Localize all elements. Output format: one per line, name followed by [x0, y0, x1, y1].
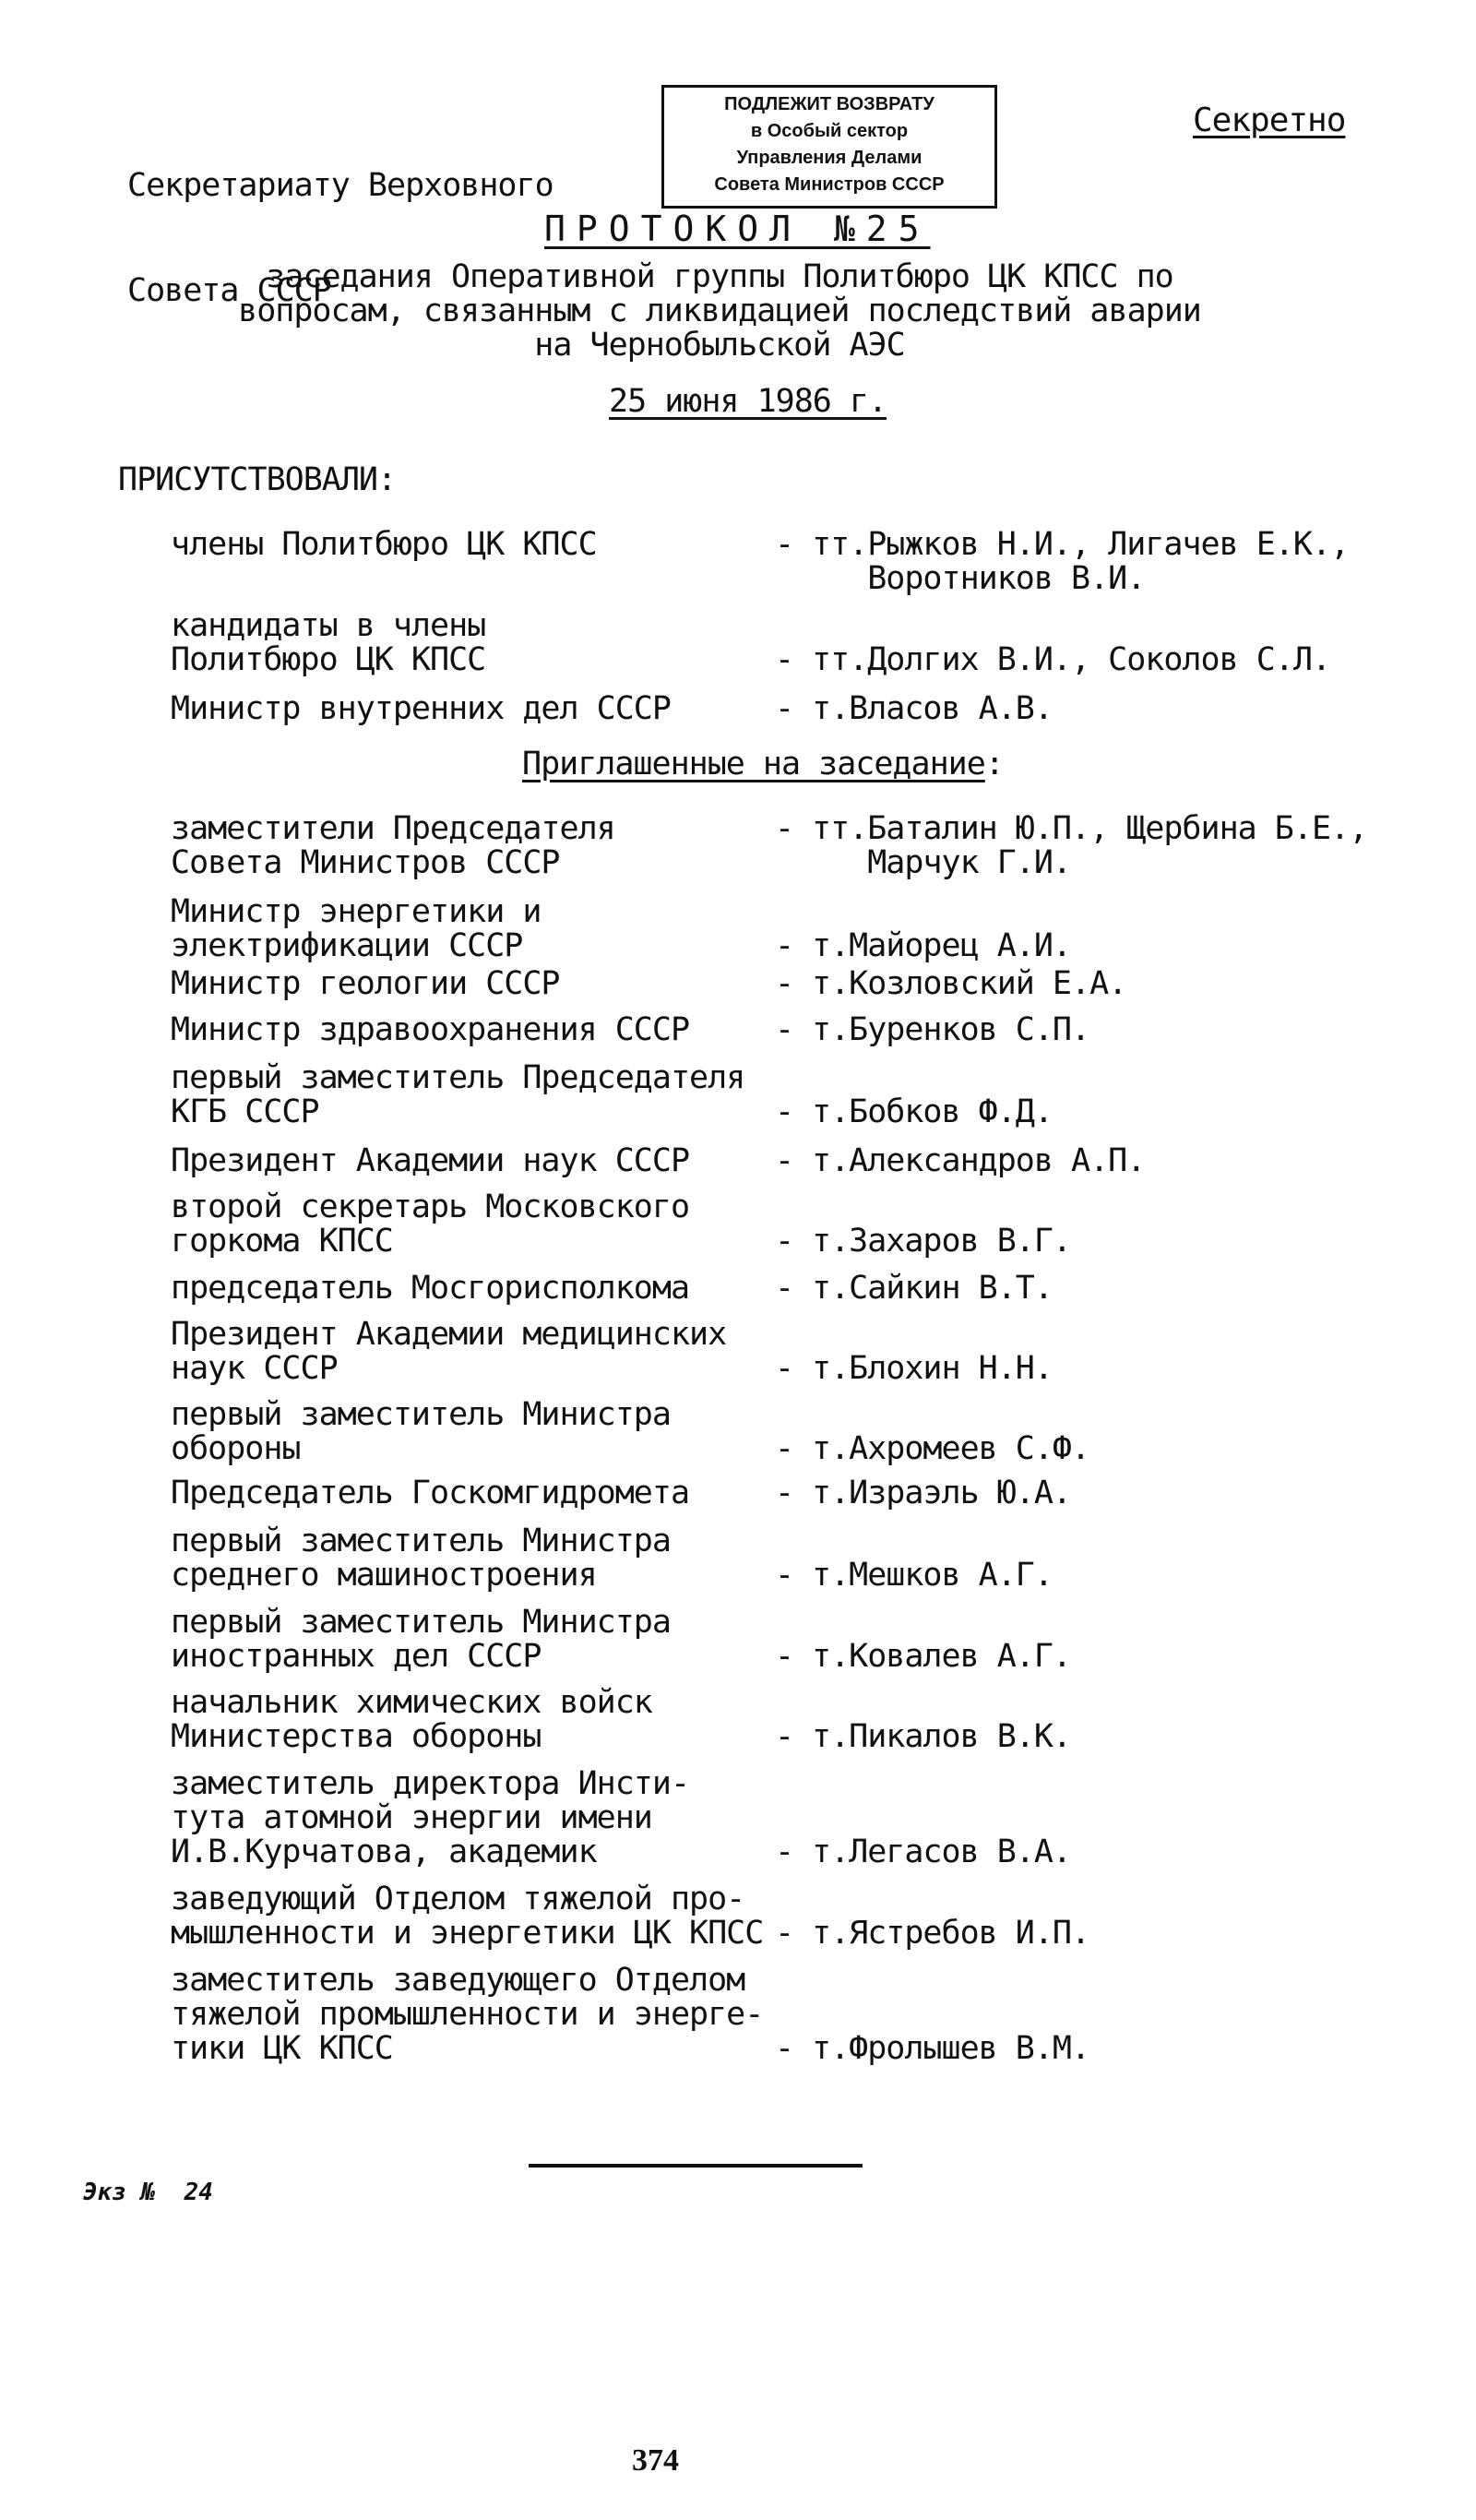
attendee-row — [0, 893, 1476, 964]
attendee-row — [0, 1881, 1476, 1952]
attendee-position: заместитель заведующего Отделом тяжелой промышленности и энерге- тики ЦК КПСС — [171, 1962, 764, 2067]
invited-heading-text: Приглашенные на заседание — [522, 746, 985, 782]
attendee-position: Президент Академии медицинских наук СССР — [171, 1316, 727, 1387]
separator-dash: - — [775, 965, 794, 1002]
attendee-row — [0, 1270, 1476, 1307]
separator-dash: - — [775, 1223, 794, 1260]
attendee-position: первый заместитель Министра обороны — [171, 1396, 671, 1467]
copy-number-mark: Экз № 24 — [83, 2179, 213, 2206]
separator-dash: - — [775, 810, 794, 847]
attendee-position: первый заместитель Председателя КГБ СССР — [171, 1059, 745, 1130]
attendee-position: Председатель Госкомгидромета — [171, 1475, 690, 1511]
subtitle-line: заседания Оперативной группы Политбюро ЦК КПСС по — [266, 258, 1173, 295]
attendee-position: заместитель директора Инсти- тута атомной энергии имени И.В.Курчатова, академик — [171, 1765, 690, 1870]
attendee-names: тт.Рыжков Н.И., Лигачев Е.К., Воротников В.И. — [812, 526, 1350, 597]
attendee-row — [0, 1523, 1476, 1594]
separator-dash: - — [775, 1430, 794, 1467]
attendee-names: т.Буренков С.П. — [812, 1011, 1090, 1048]
attendee-names: т.Бобков Ф.Д. — [812, 1093, 1053, 1130]
attendee-row — [0, 965, 1476, 1002]
attendee-row — [0, 1604, 1476, 1675]
attendee-row — [0, 1396, 1476, 1467]
separator-dash: - — [775, 1557, 794, 1594]
attendee-names: т.Ковалев А.Г. — [812, 1638, 1072, 1675]
separator-dash: - — [775, 927, 794, 964]
separator-dash: - — [775, 526, 794, 563]
attendee-names: т.Блохин Н.Н. — [812, 1350, 1053, 1387]
attendee-position: Министр энергетики и электрификации СССР — [171, 893, 542, 964]
attendee-position: заведующий Отделом тяжелой про- мышленности и энергетики ЦК КПСС — [171, 1881, 764, 1952]
attendee-row — [0, 810, 1476, 881]
attendee-position: председатель Мосгорисполкома — [171, 1270, 690, 1307]
attendee-names: т.Захаров В.Г. — [812, 1223, 1072, 1260]
attendee-position: кандидаты в члены Политбюро ЦК КПСС — [171, 607, 486, 678]
attendee-position: начальник химических войск Министерства обороны — [171, 1684, 652, 1755]
attendee-position: Министр геологии СССР — [171, 965, 560, 1002]
separator-dash: - — [775, 690, 794, 727]
separator-dash: - — [775, 1833, 794, 1870]
attendee-names: т.Мешков А.Г. — [812, 1557, 1053, 1594]
attendee-row — [0, 526, 1476, 597]
attendee-names: т.Израэль Ю.А. — [812, 1475, 1072, 1511]
subtitle-line: на Чернобыльской АЭС — [534, 327, 905, 364]
classification-mark: Секретно — [1193, 102, 1346, 139]
separator-dash: - — [775, 1093, 794, 1130]
invited-heading-colon: : — [984, 746, 1004, 782]
attendee-row — [0, 1142, 1476, 1179]
separator-dash: - — [775, 641, 794, 678]
attendee-row — [0, 607, 1476, 678]
attendee-row — [0, 1962, 1476, 2067]
attendee-names: т.Александров А.П. — [812, 1142, 1146, 1179]
attendee-row — [0, 1188, 1476, 1260]
attendee-names: т.Легасов В.А. — [812, 1833, 1072, 1870]
separator-dash: - — [775, 1915, 794, 1952]
protocol-subtitle — [166, 260, 1273, 363]
attendee-position: Министр внутренних дел СССР — [171, 690, 671, 727]
attendee-position: члены Политбюро ЦК КПСС — [171, 526, 597, 563]
stamp-line: ПОДЛЕЖИТ ВОЗВРАТУ — [724, 94, 934, 114]
attendee-position: заместители Председателя Совета Министров СССР — [171, 810, 615, 881]
attendee-row — [0, 1316, 1476, 1387]
attendee-row — [0, 1684, 1476, 1755]
attendee-row — [0, 1765, 1476, 1870]
separator-dash: - — [775, 1270, 794, 1307]
attendee-names: т.Ястребов И.П. — [812, 1915, 1090, 1952]
attendee-row — [0, 690, 1476, 727]
attendee-row — [0, 1011, 1476, 1048]
return-stamp — [661, 85, 997, 209]
attendee-names: тт.Баталин Ю.П., Щербина Б.Е., Марчук Г.И. — [812, 810, 1368, 881]
attendee-names: т.Ахромеев С.Ф. — [812, 1430, 1090, 1467]
attendee-names: т.Сайкин В.Т. — [812, 1270, 1053, 1307]
stamp-line: Совета Министров СССР — [714, 174, 945, 195]
attendee-names: т.Пикалов В.К. — [812, 1718, 1072, 1755]
attendee-position: первый заместитель Министра среднего машиностроения — [171, 1523, 671, 1594]
separator-dash: - — [775, 1475, 794, 1511]
attendee-names: тт.Долгих В.И., Соколов С.Л. — [812, 641, 1331, 678]
separator-dash: - — [775, 1011, 794, 1048]
attendee-position: Министр здравоохранения СССР — [171, 1011, 690, 1048]
page-number: 374 — [632, 2443, 679, 2478]
attendee-position: Президент Академии наук СССР — [171, 1142, 690, 1179]
closing-rule — [529, 2164, 863, 2168]
separator-dash: - — [775, 1142, 794, 1179]
attendee-position: первый заместитель Министра иностранных дел СССР — [171, 1604, 671, 1675]
separator-dash: - — [775, 1638, 794, 1675]
subtitle-line: вопросам, связанным с ликвидацией последствий аварии — [238, 293, 1201, 329]
attendee-names: т.Козловский Е.А. — [812, 965, 1127, 1002]
attendee-row — [0, 1475, 1476, 1511]
separator-dash: - — [775, 1350, 794, 1387]
stamp-line: Управления Делами — [736, 148, 922, 168]
attendee-names: т.Власов А.В. — [812, 690, 1053, 727]
present-heading: ПРИСУТСТВОВАЛИ: — [118, 461, 397, 498]
attendee-position: второй секретарь Московского горкома КПСС — [171, 1188, 690, 1260]
protocol-title: ПРОТОКОЛ №25 — [544, 209, 931, 249]
attendee-names: т.Майорец А.И. — [812, 927, 1072, 964]
addressee-line: Совета СССР — [127, 272, 331, 309]
attendee-names: т.Фролышев В.М. — [812, 2030, 1090, 2067]
meeting-date: 25 июня 1986 г. — [609, 383, 887, 420]
invited-heading — [522, 747, 1004, 782]
addressee-line: Секретариату Верховного — [127, 167, 554, 204]
separator-dash: - — [775, 2030, 794, 2067]
separator-dash: - — [775, 1718, 794, 1755]
attendee-row — [0, 1059, 1476, 1130]
stamp-line: в Особый сектор — [750, 121, 909, 141]
